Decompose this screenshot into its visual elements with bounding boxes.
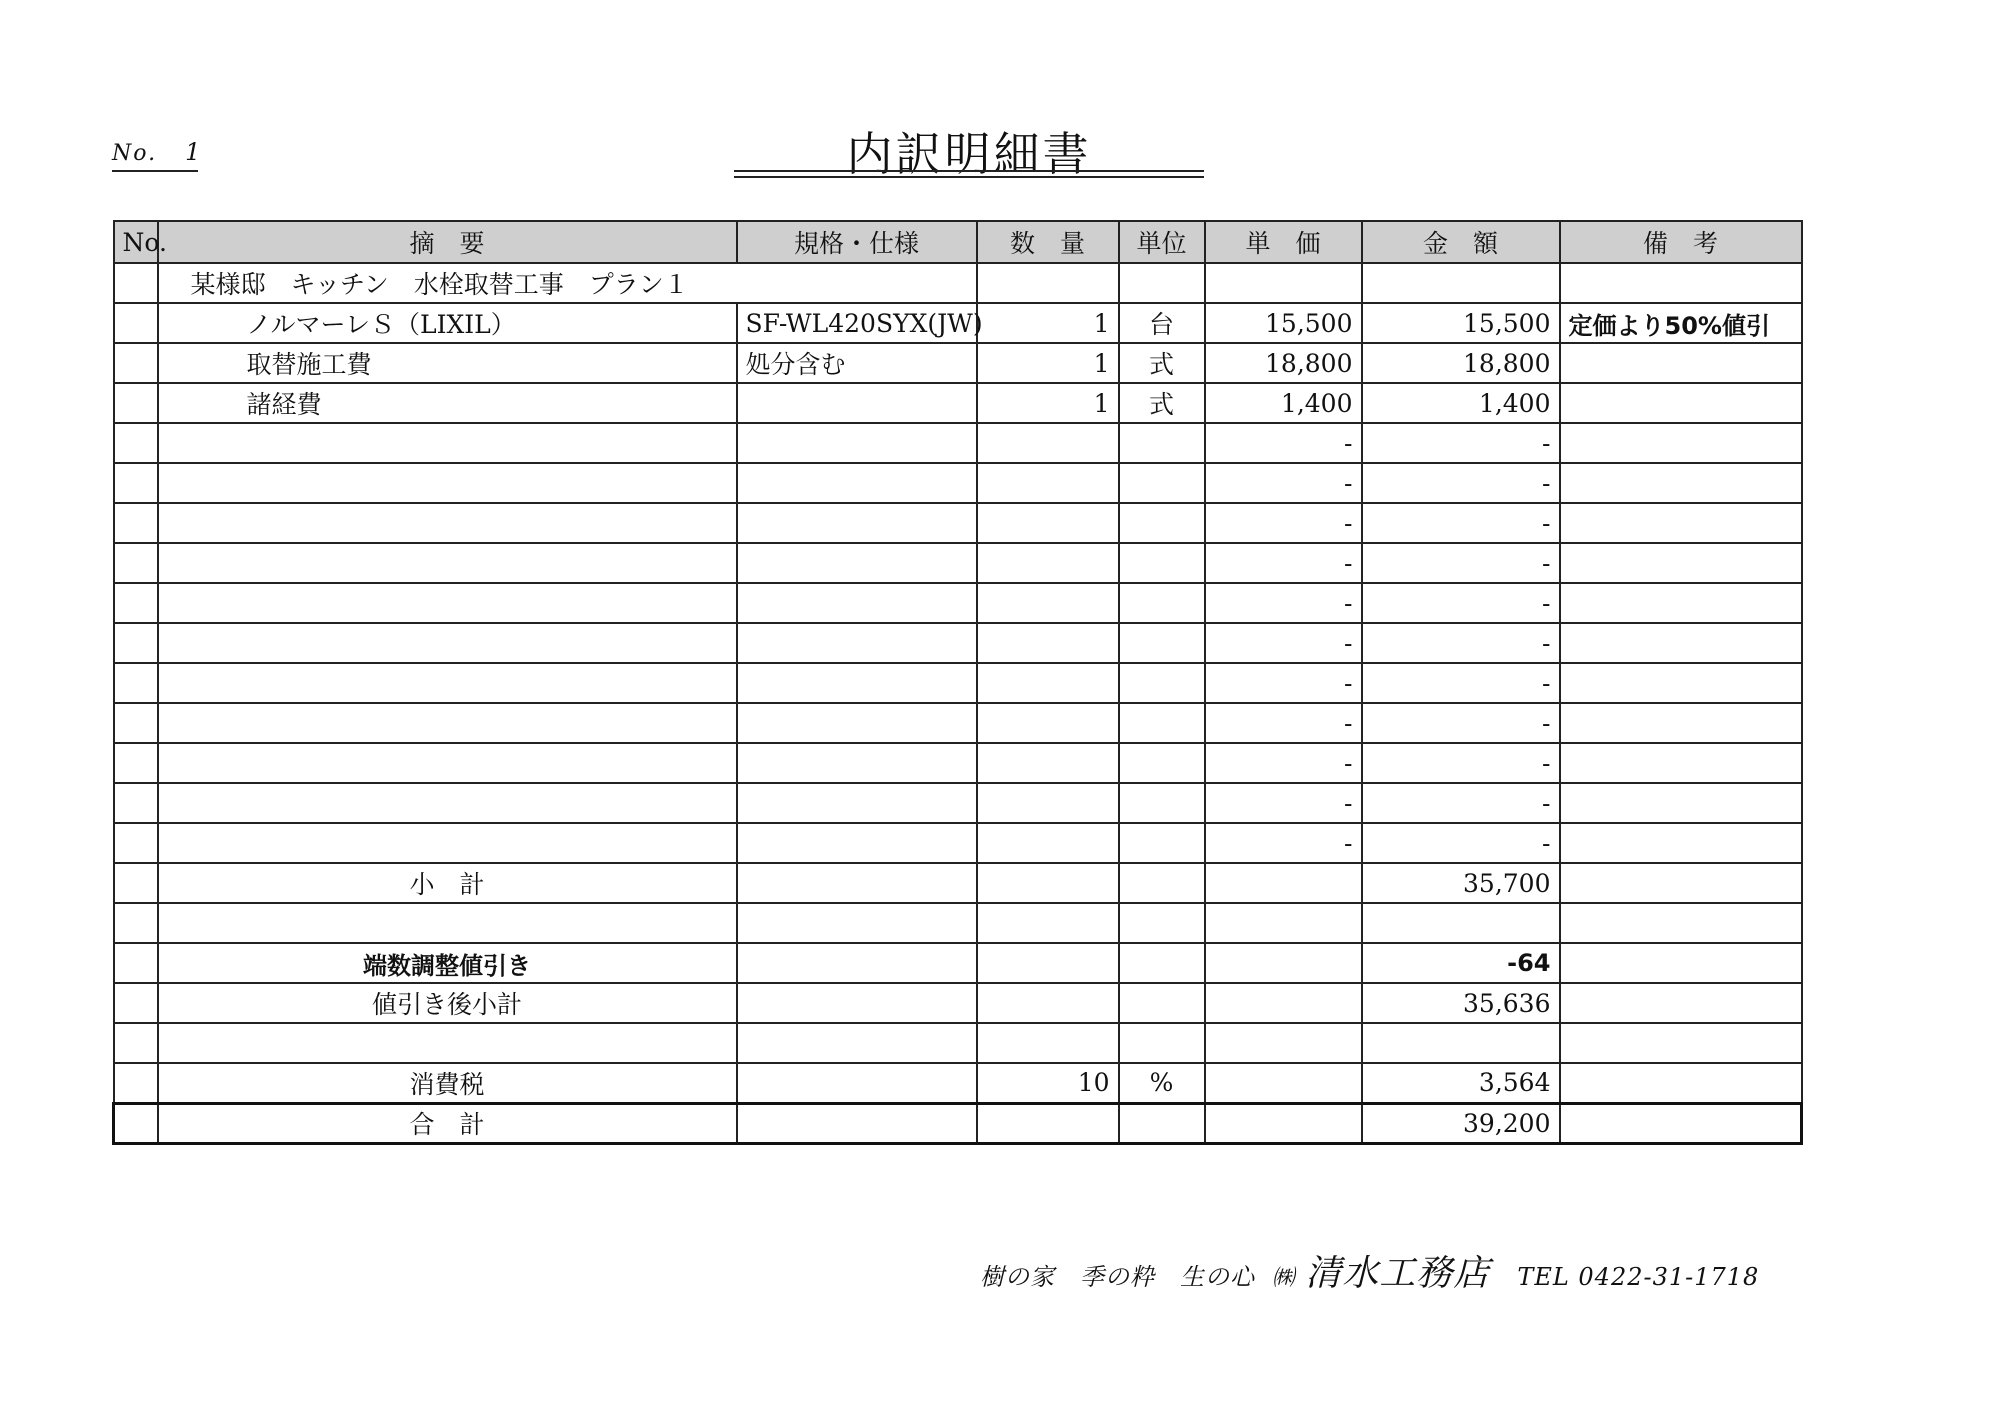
row-no xyxy=(114,783,158,823)
item-qty xyxy=(977,783,1119,823)
line-item-row xyxy=(114,503,1802,543)
tax-amount: 3,564 xyxy=(1362,1063,1560,1103)
subtotal-amount: 35,700 xyxy=(1362,863,1560,903)
line-item-row xyxy=(114,623,1802,663)
item-unit-price: - xyxy=(1205,423,1362,463)
row-no xyxy=(114,383,158,423)
header-description: 摘 要 xyxy=(158,221,737,263)
company-footer xyxy=(980,1245,1759,1296)
item-remarks xyxy=(1560,743,1802,783)
item-qty xyxy=(977,583,1119,623)
header-remarks: 備 考 xyxy=(1560,221,1802,263)
item-remarks xyxy=(1560,583,1802,623)
row-no xyxy=(114,263,158,303)
item-description: ノルマーレＳ（LIXIL） xyxy=(158,303,737,343)
item-remarks xyxy=(1560,703,1802,743)
project-title-row xyxy=(114,263,1802,303)
item-unit-price: - xyxy=(1205,463,1362,503)
breakdown-table xyxy=(112,220,1803,1145)
item-spec: 処分含む xyxy=(737,343,977,383)
subtotal-row xyxy=(114,863,1802,903)
item-spec xyxy=(737,623,977,663)
item-remarks xyxy=(1560,383,1802,423)
header-unit: 単位 xyxy=(1119,221,1205,263)
subtotal-label: 小 計 xyxy=(158,863,737,903)
item-remarks: 定価より50%値引 xyxy=(1560,303,1802,343)
item-remarks xyxy=(1560,503,1802,543)
item-amount: - xyxy=(1362,663,1560,703)
item-qty xyxy=(977,543,1119,583)
item-unit-price: - xyxy=(1205,783,1362,823)
item-description xyxy=(158,463,737,503)
item-description xyxy=(158,423,737,463)
item-spec xyxy=(737,823,977,863)
row-no xyxy=(114,663,158,703)
header-no: No. xyxy=(114,221,158,263)
page-number xyxy=(112,138,203,172)
row-no xyxy=(114,583,158,623)
item-unit: 式 xyxy=(1119,383,1205,423)
row-no xyxy=(114,303,158,343)
item-unit xyxy=(1119,463,1205,503)
item-remarks xyxy=(1560,343,1802,383)
item-remarks xyxy=(1560,623,1802,663)
item-remarks xyxy=(1560,783,1802,823)
company-tel: TEL 0422-31-1718 xyxy=(1517,1263,1760,1291)
item-qty xyxy=(977,463,1119,503)
item-description xyxy=(158,823,737,863)
item-description xyxy=(158,783,737,823)
total-row xyxy=(114,1103,1802,1143)
item-remarks xyxy=(1560,543,1802,583)
item-description: 取替施工費 xyxy=(158,343,737,383)
item-amount: - xyxy=(1362,463,1560,503)
after-discount-subtotal-amount: 35,636 xyxy=(1362,983,1560,1023)
item-unit xyxy=(1119,503,1205,543)
item-amount: - xyxy=(1362,743,1560,783)
item-qty xyxy=(977,663,1119,703)
item-spec xyxy=(737,743,977,783)
item-description xyxy=(158,623,737,663)
item-unit-price: - xyxy=(1205,583,1362,623)
total-amount: 39,200 xyxy=(1362,1103,1560,1143)
line-item-row xyxy=(114,463,1802,503)
rounding-discount-row xyxy=(114,943,1802,983)
item-description xyxy=(158,703,737,743)
item-spec xyxy=(737,423,977,463)
item-spec xyxy=(737,663,977,703)
item-unit xyxy=(1119,543,1205,583)
item-spec xyxy=(737,783,977,823)
item-remarks xyxy=(1560,423,1802,463)
item-description xyxy=(158,503,737,543)
item-description: 諸経費 xyxy=(158,383,737,423)
item-amount: - xyxy=(1362,703,1560,743)
item-qty xyxy=(977,743,1119,783)
tax-row xyxy=(114,1063,1802,1103)
item-amount: 18,800 xyxy=(1362,343,1560,383)
item-spec xyxy=(737,503,977,543)
header-qty: 数 量 xyxy=(977,221,1119,263)
blank-row xyxy=(114,1023,1802,1063)
item-amount: - xyxy=(1362,623,1560,663)
project-title: 某様邸 キッチン 水栓取替工事 プラン１ xyxy=(158,263,977,303)
item-unit xyxy=(1119,423,1205,463)
item-unit-price: 18,800 xyxy=(1205,343,1362,383)
item-unit-price: 15,500 xyxy=(1205,303,1362,343)
item-amount: - xyxy=(1362,423,1560,463)
header-unit-price: 単 価 xyxy=(1205,221,1362,263)
item-unit-price: - xyxy=(1205,743,1362,783)
item-amount: 15,500 xyxy=(1362,303,1560,343)
item-amount: - xyxy=(1362,823,1560,863)
page-number-label: No. xyxy=(112,141,158,166)
item-qty xyxy=(977,823,1119,863)
tax-label: 消費税 xyxy=(158,1063,737,1103)
item-qty xyxy=(977,423,1119,463)
row-no xyxy=(114,463,158,503)
item-spec: SF-WL420SYX(JW) xyxy=(737,303,977,343)
line-item-row xyxy=(114,583,1802,623)
line-item-row xyxy=(114,423,1802,463)
document-title: 内訳明細書 xyxy=(846,127,1092,181)
company-slogan: 樹の家 季の粋 生の心 xyxy=(980,1263,1255,1291)
item-remarks xyxy=(1560,823,1802,863)
row-no xyxy=(114,623,158,663)
table-header-row xyxy=(114,221,1802,263)
item-description xyxy=(158,743,737,783)
item-unit-price: - xyxy=(1205,503,1362,543)
line-item-row xyxy=(114,703,1802,743)
header-spec: 規格・仕様 xyxy=(737,221,977,263)
item-unit-price: - xyxy=(1205,663,1362,703)
row-no xyxy=(114,503,158,543)
item-remarks xyxy=(1560,663,1802,703)
page-number-value: 1 xyxy=(185,138,203,166)
total-label: 合 計 xyxy=(158,1103,737,1143)
after-discount-subtotal-row xyxy=(114,983,1802,1023)
item-description xyxy=(158,663,737,703)
row-no xyxy=(114,343,158,383)
item-unit xyxy=(1119,663,1205,703)
item-spec xyxy=(737,383,977,423)
item-amount: - xyxy=(1362,503,1560,543)
item-qty: 1 xyxy=(977,303,1119,343)
item-unit xyxy=(1119,743,1205,783)
title-underline xyxy=(734,170,1204,172)
row-no xyxy=(114,823,158,863)
header-amount: 金 額 xyxy=(1362,221,1560,263)
line-item-row xyxy=(114,783,1802,823)
item-amount: - xyxy=(1362,583,1560,623)
item-unit: 台 xyxy=(1119,303,1205,343)
blank-row xyxy=(114,903,1802,943)
row-no xyxy=(114,423,158,463)
corporation-mark: ㈱ xyxy=(1272,1266,1295,1291)
rounding-discount-amount: -64 xyxy=(1362,943,1560,983)
line-item-row xyxy=(114,383,1802,423)
item-unit: 式 xyxy=(1119,343,1205,383)
item-spec xyxy=(737,703,977,743)
item-unit-price: - xyxy=(1205,543,1362,583)
tax-rate: 10 xyxy=(977,1063,1119,1103)
item-unit xyxy=(1119,623,1205,663)
item-qty xyxy=(977,703,1119,743)
item-qty xyxy=(977,503,1119,543)
row-no xyxy=(114,543,158,583)
company-name: 清水工務店 xyxy=(1305,1253,1491,1294)
item-unit-price: - xyxy=(1205,623,1362,663)
item-qty: 1 xyxy=(977,343,1119,383)
item-remarks xyxy=(1560,463,1802,503)
item-unit-price: - xyxy=(1205,823,1362,863)
title-underline-double xyxy=(734,176,1204,178)
item-unit xyxy=(1119,583,1205,623)
item-unit xyxy=(1119,823,1205,863)
item-spec xyxy=(737,463,977,503)
item-qty: 1 xyxy=(977,383,1119,423)
item-qty xyxy=(977,623,1119,663)
line-item-row xyxy=(114,663,1802,703)
line-item-row xyxy=(114,343,1802,383)
item-amount: - xyxy=(1362,783,1560,823)
tax-unit: % xyxy=(1119,1063,1205,1103)
item-spec xyxy=(737,543,977,583)
rounding-discount-label: 端数調整値引き xyxy=(158,943,737,983)
item-unit-price: 1,400 xyxy=(1205,383,1362,423)
item-amount: - xyxy=(1362,543,1560,583)
item-spec xyxy=(737,583,977,623)
item-unit-price: - xyxy=(1205,703,1362,743)
line-item-row xyxy=(114,303,1802,343)
line-item-row xyxy=(114,743,1802,783)
item-unit xyxy=(1119,703,1205,743)
item-description xyxy=(158,543,737,583)
after-discount-subtotal-label: 値引き後小計 xyxy=(158,983,737,1023)
line-item-row xyxy=(114,543,1802,583)
item-description xyxy=(158,583,737,623)
item-amount: 1,400 xyxy=(1362,383,1560,423)
row-no xyxy=(114,743,158,783)
item-unit xyxy=(1119,783,1205,823)
row-no xyxy=(114,703,158,743)
line-item-row xyxy=(114,823,1802,863)
